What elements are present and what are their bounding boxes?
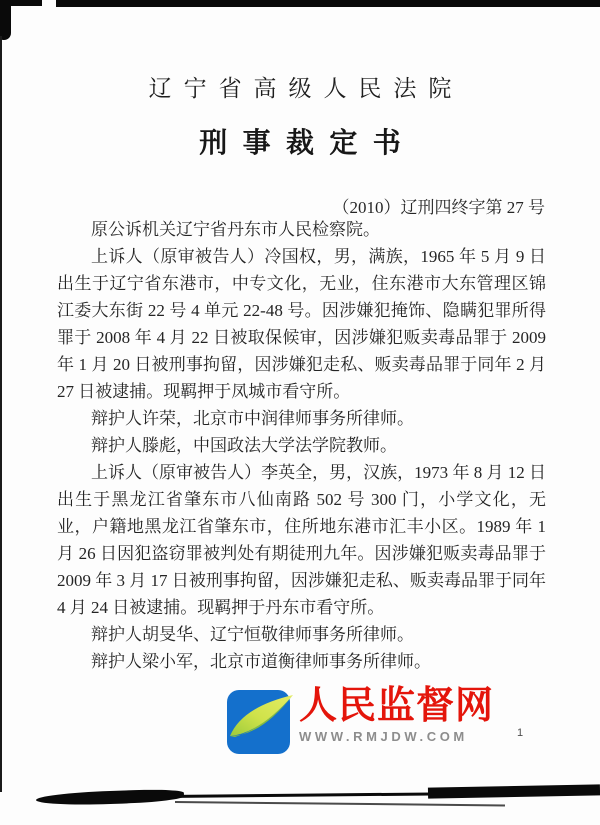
watermark-site-name: 人民监督网 (299, 685, 495, 727)
paragraph-prosecution-organ: 原公诉机关辽宁省丹东市人民检察院。 (91, 220, 380, 239)
page-number: 1 (517, 727, 524, 739)
watermark-site-url: WWW.RMJDW.COM (299, 729, 468, 744)
scan-edge-bottom-right (428, 784, 600, 798)
case-number: （2010）辽刑四终字第 27 号 (332, 198, 545, 217)
scan-edge-top (56, 0, 600, 7)
rmjdw-watermark (227, 686, 494, 756)
scan-corner-mark (0, 0, 11, 40)
paragraph-defender-tengbiao: 辩护人滕彪，中国政法大学法学院教师。 (91, 436, 397, 455)
court-name-heading: 辽宁省高级人民法院 (148, 76, 464, 101)
document-title: 刑事裁定书 (199, 128, 417, 159)
paragraph-appellant-li: 上诉人（原审被告人）李英全，男，汉族，1973 年 8 月 12 日出生于黑龙江省肇东市八仙南路 502 号 300 门，小学文化，无业，户籍地黑龙江省肇东市，住所地东港市汇丰小区。1989 年 1 月 26 日因犯盗窃罪被判处有期徒刑九年。因涉嫌犯贩卖毒品罪于 2009 年 3 月 17 日被刑事拘留，因涉嫌犯走私、贩卖毒品罪于同年 4 月 24 日被逮捕。现羁押于丹东市看守所。 (57, 463, 546, 617)
paragraph-appellant-leng: 上诉人（原审被告人）冷国权，男，满族，1965 年 5 月 9 日出生于辽宁省东港市，中专文化，无业，住东港市大东管理区锦江委大东街 22 号 4 单元 22-48 号。因涉嫌犯掩饰、隐瞒犯罪所得罪于 2008 年 4 月 22 日被取保候审，因涉嫌犯贩卖毒品罪于 2009 年 1 月 20 日被刑事拘留，因涉嫌犯走私、贩卖毒品罪于同年 2 月 27 日被逮捕。现羁押于凤城市看守所。 (57, 247, 546, 401)
paragraph-defender-liang: 辩护人梁小军，北京市道衡律师事务所律师。 (91, 652, 431, 671)
scan-edge-bottom-thin (175, 801, 505, 806)
paragraph-defender-xurong: 辩护人许荣，北京市中润律师事务所律师。 (91, 409, 414, 428)
document-body (57, 216, 546, 675)
paragraph-defender-hu: 辩护人胡旻华、辽宁恒敬律师事务所律师。 (91, 625, 414, 644)
watermark-text (299, 686, 494, 744)
leaf-logo-icon (227, 686, 294, 756)
